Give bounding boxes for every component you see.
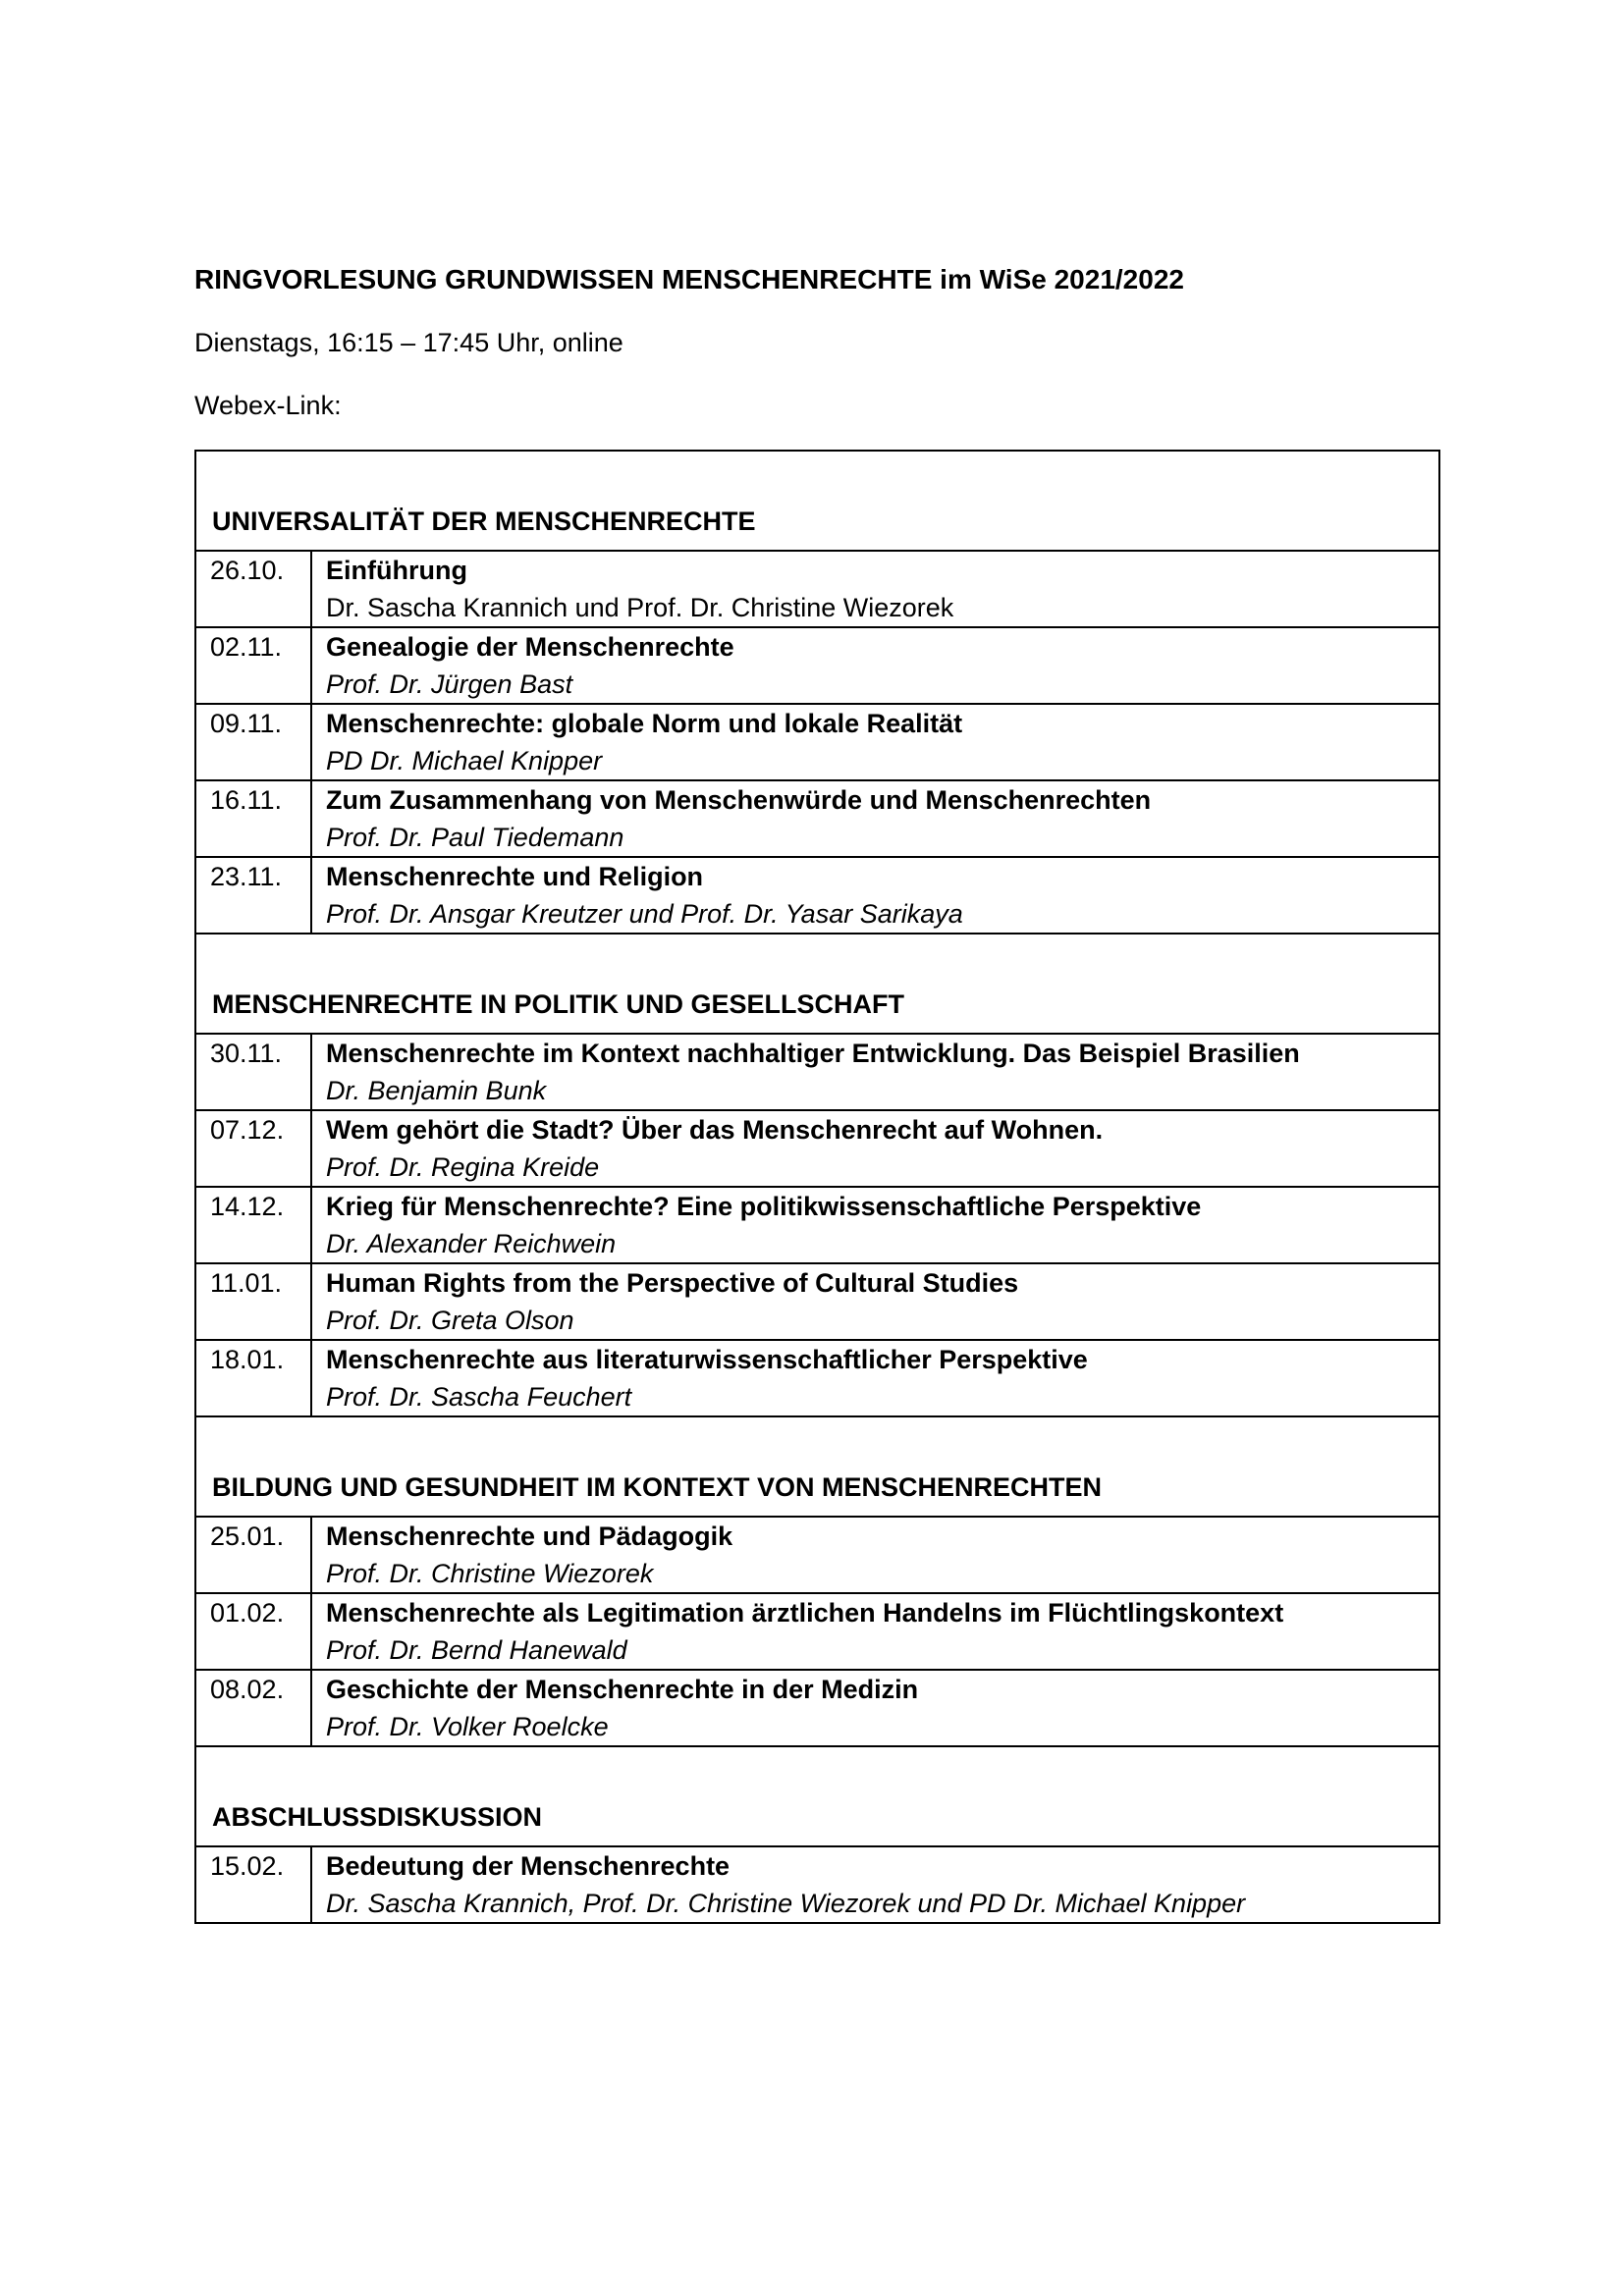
- session-title: Menschenrechte im Kontext nachhaltiger Entwicklung. Das Beispiel Brasilien: [326, 1039, 1300, 1068]
- session-content: [311, 1034, 1439, 1110]
- session-title: Geschichte der Menschenrechte in der Medizin: [326, 1675, 919, 1704]
- session-content: [311, 1263, 1439, 1340]
- session-speaker: Dr. Sascha Krannich, Prof. Dr. Christine Wiezorek und PD Dr. Michael Knipper: [326, 1889, 1246, 1918]
- section-row: [195, 934, 1439, 1034]
- session-speaker: Dr. Alexander Reichwein: [326, 1229, 617, 1258]
- session-speaker: Prof. Dr. Volker Roelcke: [326, 1712, 609, 1741]
- session-row: [195, 627, 1439, 704]
- session-title: Menschenrechte aus literaturwissenschaftlicher Perspektive: [326, 1345, 1088, 1374]
- section-heading: UNIVERSALITÄT DER MENSCHENRECHTE: [195, 451, 1439, 551]
- session-title: Menschenrechte: globale Norm und lokale Realität: [326, 709, 963, 738]
- session-content: [311, 780, 1439, 857]
- session-title: Menschenrechte als Legitimation ärztlichen Handelns im Flüchtlingskontext: [326, 1598, 1284, 1628]
- session-date: 30.11.: [195, 1034, 311, 1110]
- session-speaker: Dr. Sascha Krannich und Prof. Dr. Christine Wiezorek: [326, 593, 954, 622]
- session-date: 14.12.: [195, 1187, 311, 1263]
- session-date: 09.11.: [195, 704, 311, 780]
- session-date: 16.11.: [195, 780, 311, 857]
- session-row: [195, 1593, 1439, 1670]
- session-speaker: Dr. Benjamin Bunk: [326, 1076, 547, 1105]
- session-speaker: Prof. Dr. Paul Tiedemann: [326, 823, 624, 852]
- session-date: 18.01.: [195, 1340, 311, 1416]
- session-content: [311, 551, 1439, 627]
- session-date: 11.01.: [195, 1263, 311, 1340]
- session-row: [195, 857, 1439, 934]
- session-row: [195, 704, 1439, 780]
- session-date: 07.12.: [195, 1110, 311, 1187]
- webex-link-label: Webex-Link:: [194, 391, 342, 420]
- session-title: Krieg für Menschenrechte? Eine politikwissenschaftliche Perspektive: [326, 1192, 1202, 1221]
- session-row: [195, 780, 1439, 857]
- session-row: [195, 1670, 1439, 1746]
- session-speaker: Prof. Dr. Jürgen Bast: [326, 669, 573, 699]
- session-date: 15.02.: [195, 1846, 311, 1923]
- session-content: [311, 704, 1439, 780]
- session-row: [195, 1187, 1439, 1263]
- session-row: [195, 1846, 1439, 1923]
- schedule-time: Dienstags, 16:15 – 17:45 Uhr, online: [194, 328, 623, 357]
- document-title: RINGVORLESUNG GRUNDWISSEN MENSCHENRECHTE im WiSe 2021/2022: [194, 264, 1184, 294]
- session-title: Genealogie der Menschenrechte: [326, 632, 734, 662]
- section-row: [195, 451, 1439, 551]
- session-content: [311, 1846, 1439, 1923]
- session-speaker: Prof. Dr. Regina Kreide: [326, 1152, 600, 1182]
- session-content: [311, 1110, 1439, 1187]
- session-title: Zum Zusammenhang von Menschenwürde und Menschenrechten: [326, 785, 1152, 815]
- session-speaker: Prof. Dr. Sascha Feuchert: [326, 1382, 632, 1412]
- section-row: [195, 1746, 1439, 1846]
- session-date: 26.10.: [195, 551, 311, 627]
- session-speaker: Prof. Dr. Bernd Hanewald: [326, 1635, 627, 1665]
- schedule-table: [194, 450, 1440, 1924]
- session-speaker: Prof. Dr. Greta Olson: [326, 1306, 574, 1335]
- session-content: [311, 1593, 1439, 1670]
- session-title: Wem gehört die Stadt? Über das Menschenrecht auf Wohnen.: [326, 1115, 1104, 1145]
- session-row: [195, 1340, 1439, 1416]
- session-title: Menschenrechte und Religion: [326, 862, 704, 891]
- session-content: [311, 1187, 1439, 1263]
- section-heading: MENSCHENRECHTE IN POLITIK UND GESELLSCHAFT: [195, 934, 1439, 1034]
- session-date: 01.02.: [195, 1593, 311, 1670]
- section-heading: ABSCHLUSSDISKUSSION: [195, 1746, 1439, 1846]
- session-date: 08.02.: [195, 1670, 311, 1746]
- session-title: Bedeutung der Menschenrechte: [326, 1851, 731, 1881]
- session-row: [195, 1034, 1439, 1110]
- session-content: [311, 1670, 1439, 1746]
- session-date: 23.11.: [195, 857, 311, 934]
- session-title: Menschenrechte und Pädagogik: [326, 1522, 733, 1551]
- session-date: 25.01.: [195, 1517, 311, 1593]
- section-row: [195, 1416, 1439, 1517]
- session-content: [311, 1340, 1439, 1416]
- section-heading: BILDUNG UND GESUNDHEIT IM KONTEXT VON MENSCHENRECHTEN: [195, 1416, 1439, 1517]
- session-content: [311, 627, 1439, 704]
- session-date: 02.11.: [195, 627, 311, 704]
- session-row: [195, 551, 1439, 627]
- session-title: Einführung: [326, 556, 467, 585]
- schedule-body: [195, 451, 1439, 1923]
- session-row: [195, 1517, 1439, 1593]
- session-content: [311, 857, 1439, 934]
- session-speaker: PD Dr. Michael Knipper: [326, 746, 603, 775]
- session-title: Human Rights from the Perspective of Cultural Studies: [326, 1268, 1019, 1298]
- session-row: [195, 1110, 1439, 1187]
- session-speaker: Prof. Dr. Ansgar Kreutzer und Prof. Dr. Yasar Sarikaya: [326, 899, 963, 929]
- session-speaker: Prof. Dr. Christine Wiezorek: [326, 1559, 654, 1588]
- session-row: [195, 1263, 1439, 1340]
- session-content: [311, 1517, 1439, 1593]
